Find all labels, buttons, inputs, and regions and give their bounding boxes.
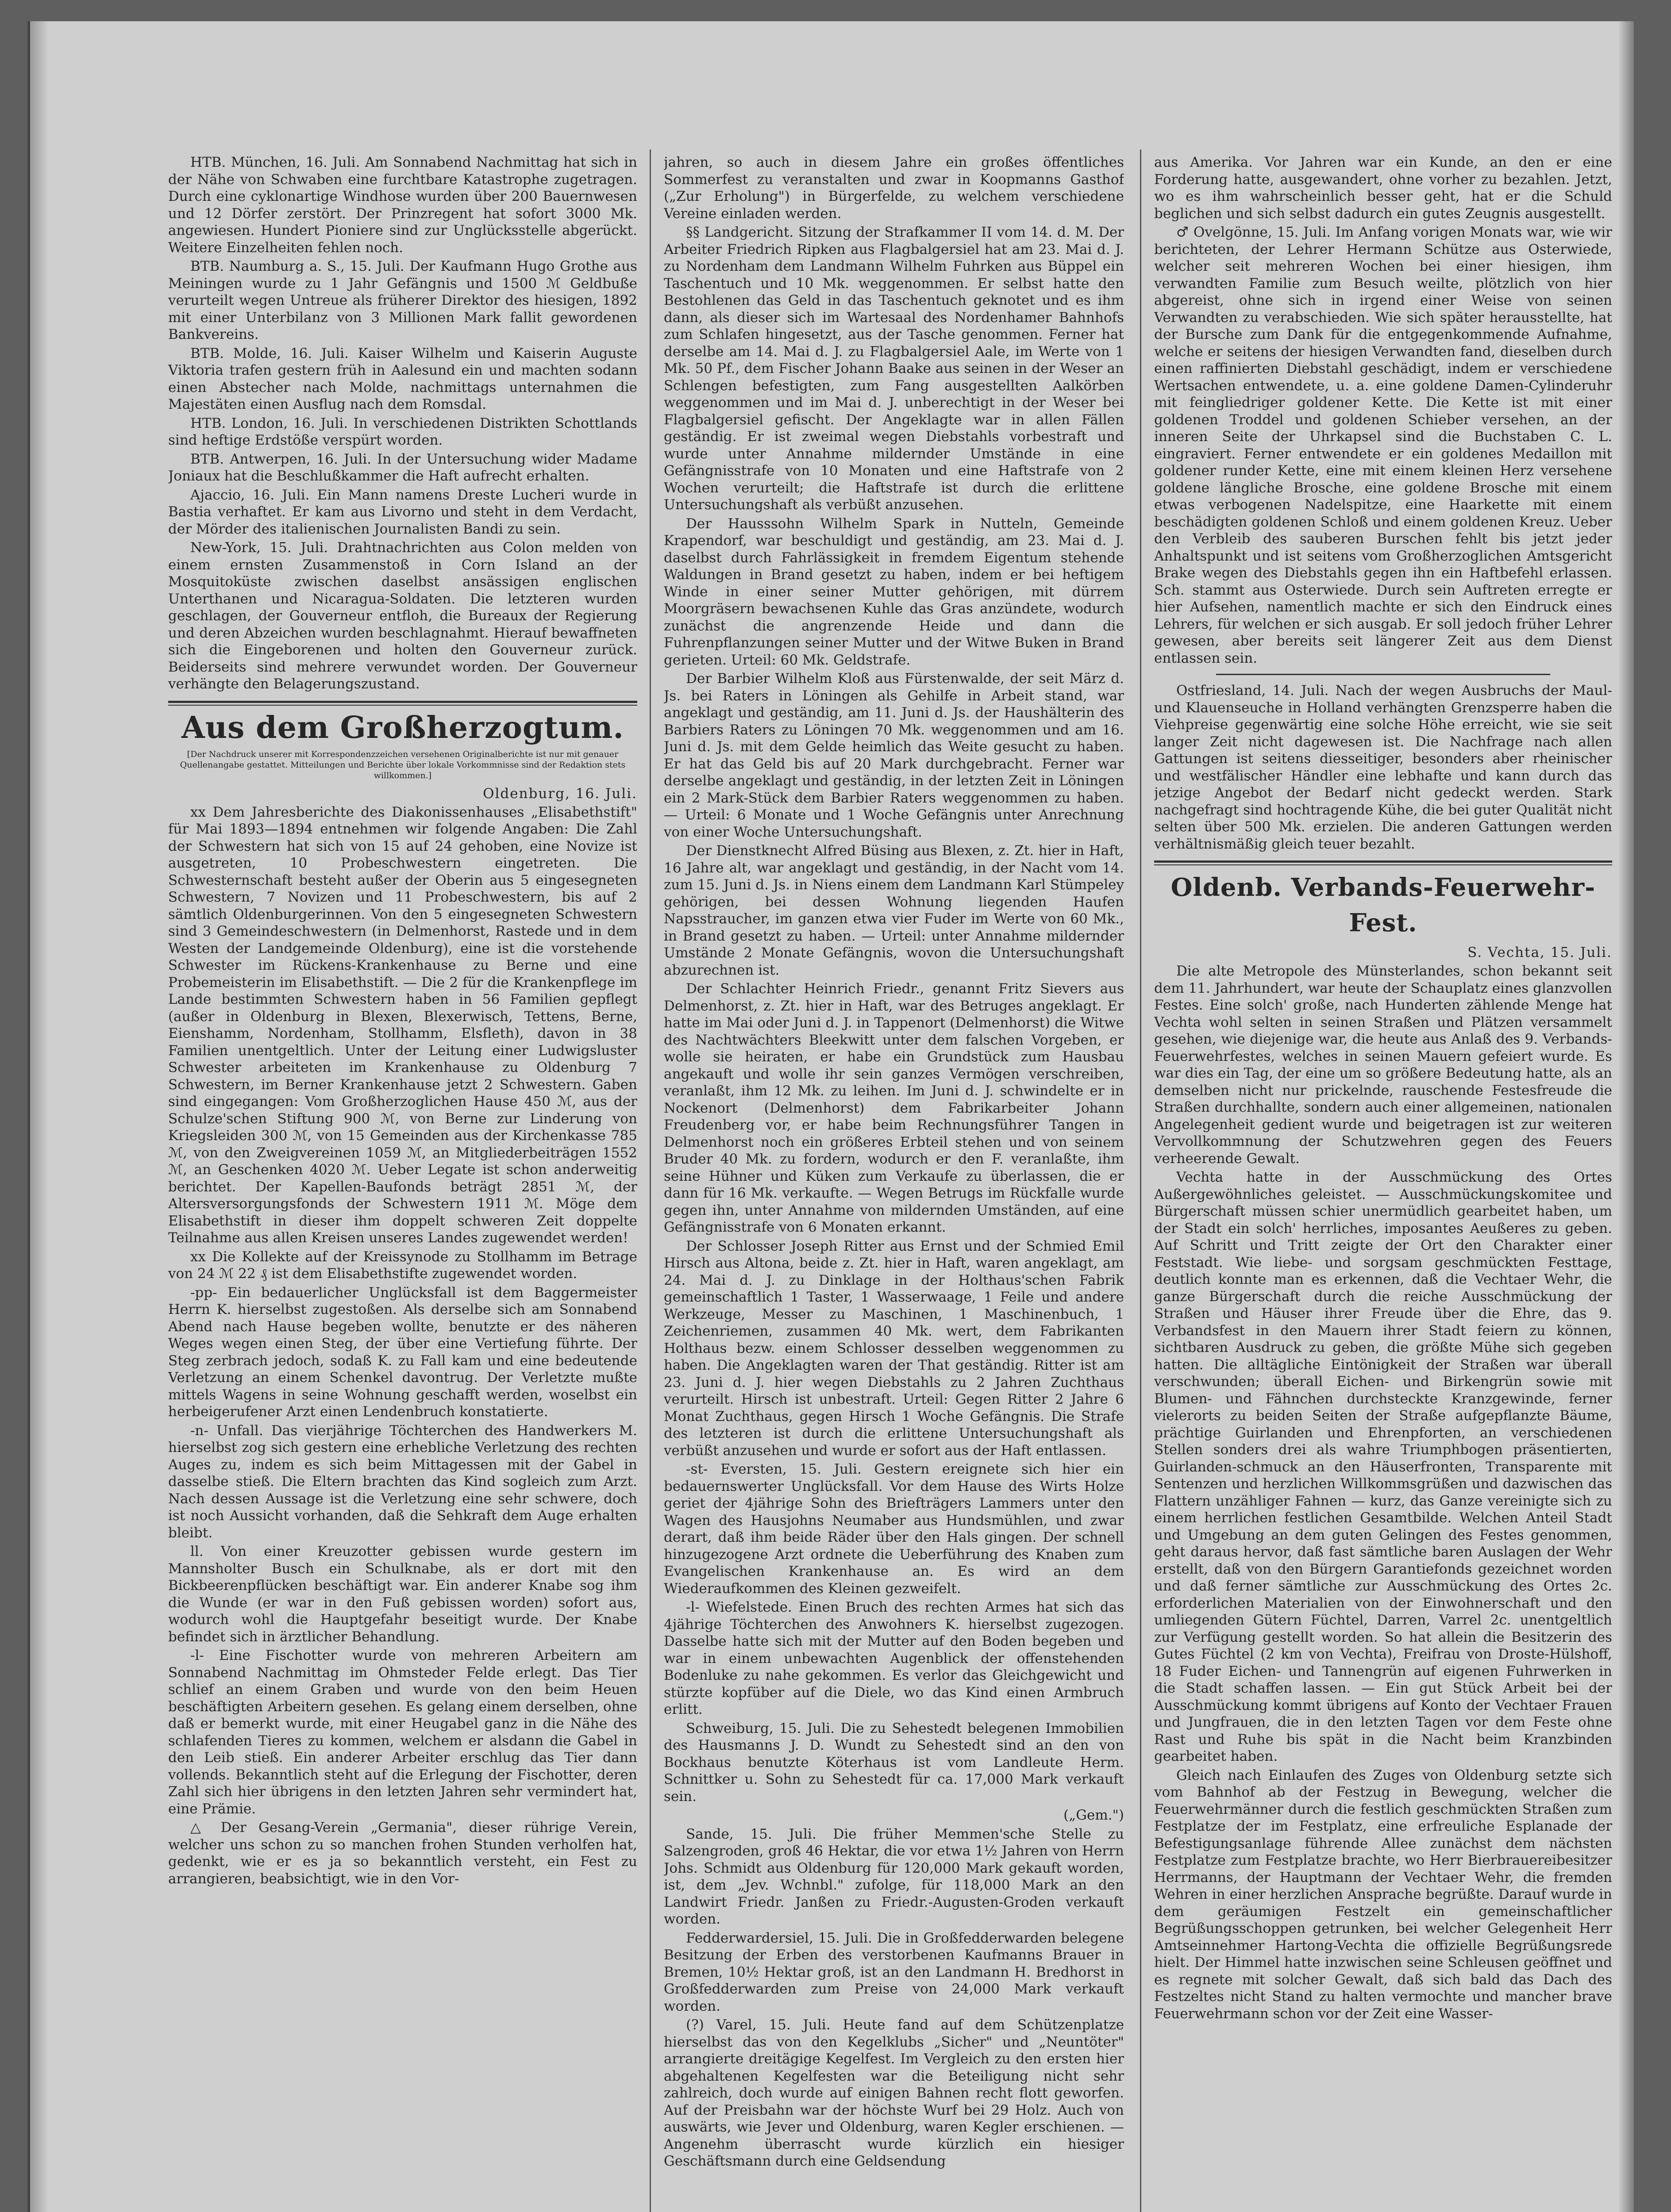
dateline: S. Vechta, 15. Juli.: [1467, 945, 1612, 960]
column-rule-1: [650, 150, 651, 2212]
news-item: -l- Wiefelstede. Einen Bruch des rechten Armes hat sich das 4jährige Töchterchen des Anwohners K. hierselbst zugezogen. Dasselbe hatte sich mit der Mutter auf den Boden begeben und war in einem unbewachten Augenblick der offenstehenden Bodenluke zu nahe gekommen. Es verlor das Gleichgewicht und stürzte kopfüber auf die Diele, wo das Kind einen Armbruch erlitt.: [664, 1599, 1124, 1717]
column-3: [1154, 154, 1612, 2212]
news-item: Der Hausssohn Wilhelm Spark in Nutteln, Gemeinde Krapendorf, war beschuldigt und geständig, am 23. Mai d. J. daselbst durch Fahrlässigkeit in fremdem Eigentum stehende Waldungen in Brand gesetzt zu haben, indem er bei heftigem Winde in einer seiner Mutter gehörigen, mit dürrem Moorgräsern bewachsenen Kuhle das Gras anzündete, wodurch zunächst die angrenzende Heide und dann die Fuhrenpflanzungen seiner Mutter und der Witwe Buken in Brand gerieten. Urteil: 60 Mk. Geldstrafe.: [664, 515, 1124, 668]
news-item: Fedderwardersiel, 15. Juli. Die in Großfedderwarden belegene Besitzung der Erben des verstorbenen Kaufmanns Brauer in Bremen, 10½ Hektar groß, ist an den Landmann H. Bredhorst in Großfedderwarden zum Preise von 24,000 Mark verkauft worden.: [664, 1930, 1124, 2014]
news-item: xx Die Kollekte auf der Kreissynode zu Stollhamm im Betrage von 24 ℳ 22 ₰ ist dem Elisabethstifte zugewendet worden.: [168, 1248, 637, 1282]
column-rule-2: [1140, 150, 1141, 2212]
news-item: Ajaccio, 16. Juli. Ein Mann namens Dreste Lucheri wurde in Bastia verhaftet. Er kam aus Livorno und steht in dem Verdacht, der Mörder des italienischen Journalisten Bandi zu sein.: [168, 487, 637, 537]
section-title: Aus dem Großherzogtum.: [181, 710, 624, 745]
news-item: Der Schlachter Heinrich Friedr., genannt Fritz Sievers aus Delmenhorst, z. Zt. hier in Haft, war des Betruges angeklagt. Er hatte im Mai oder Juni d. J. in Tappenort (Delmenhorst) die Witwe des Nachtwächters Bleekwitt unter dem falschen Vorgeben, er wolle sie heiraten, er habe ein Grundstück zum Hausbau angekauft und wolle ihr sein ganzes Vermögen verschreiben, veranlaßt, ihm 12 Mk. zu leihen. Im Juni d. J. schwindelte er in Nockenort (Delmenhorst) dem Fabrikarbeiter Johann Freudenberg vor, er habe beim Rechnungsführer Tangen in Delmenhorst noch ein größeres Erbteil stehen und von seinem Bruder 40 Mk. zu fordern, wodurch er den F. veranlaßte, ihm seine Hühner und Küken zum Verkaufe zu überlassen, die er dann für 16 Mk. verkaufte. — Wegen Betrugs im Rückfalle wurde gegen ihn, unter Annahme von mildernden Umständen, auf eine Gefängnisstrafe von 6 Monaten erkannt.: [664, 981, 1124, 1235]
news-item: Gleich nach Einlaufen des Zuges von Oldenburg setzte sich vom Bahnhof ab der Festzug in Bewegung, welcher die Feuerwehrmänner durch die festlich geschmückten Straßen zum Festplatze der im Festplatz, eine erfreuliche Esplanade der Befestigungsanlage führende Allee zunächst dem nächsten Festplatze zum Festplatze brachte, wo Herr Bierbrauereibesitzer Herrmanns, der Hauptmann der Vechtaer Wehr, die fremden Wehren in einer herzlichen Ansprache begrüßte. Darauf wurde in dem geräumigen Festzelt ein gemeinschaftlicher Begrüßungsschoppen getrunken, bei welcher Gelegenheit Herr Amtseinnehmer Hartong-Vechta die offizielle Begrüßungsrede hielt. Der Himmel hatte inzwischen seine Schleusen geöffnet und es regnete mit solcher Gewalt, daß sich bald das Dach des Festzeltes nicht Stand zu halten vermochte und mancher brave Feuerwehrmann schon vor der Zeit eine Wasser-: [1154, 1767, 1612, 2022]
item-divider: [1216, 674, 1550, 675]
news-item: HTB. München, 16. Juli. Am Sonnabend Nachmittag hat sich in der Nähe von Schwaben eine furchtbare Katastrophe zugetragen. Durch eine cyklonartige Windhose wurden über 200 Bauernwesen und 12 Dörfer zerstört. Der Prinzregent hat sofort 3000 Mk. angewiesen. Hundert Pioniere sind zur Unglücksstelle abgerückt. Weitere Einzelheiten fehlen noch.: [168, 154, 637, 256]
source-credit: („Gem."): [1063, 1807, 1124, 1823]
news-item: -l- Eine Fischotter wurde von mehreren Arbeitern am Sonnabend Nachmittag im Ohmsteder Felde erlegt. Das Tier schlief an einem Graben und wurde von den beim Heuen beschäftigten Arbeitern gesehen. Es gelang einem derselben, ohne daß er bemerkt wurde, mit einer Heugabel ganz in die Nähe des schlafenden Tieres zu kommen, welchem er alsdann die Gabel in den Leib stieß. Ein anderer Arbeiter erschlug das Tier dann vollends. Bekanntlich steht auf die Erlegung der Fischotter, deren Zahl sich hier übrigens in den letzten Jahren sehr vermindert hat, eine Prämie.: [168, 1647, 637, 1817]
news-item: Die alte Metropole des Münsterlandes, schon bekannt seit dem 11. Jahrhundert, war heute der Schauplatz eines glanzvollen Festes. Eine solch' große, nach Hunderten zählende Menge hat Vechta wohl selten in seinen Straßen und Plätzen versammelt gesehen, wie diejenige war, die heute aus Anlaß des 9. Verbands-Feuerwehrfestes, welches in seinen Mauern gefeiert wurde. Es war dies ein Tag, der eine um so größere Bedeutung hatte, als an demselben nicht nur prickelnde, rauschende Festesfreude die Straßen durchhallte, sondern auch einer allgemeinen, nationalen Angelegenheit gedient wurde und beigetragen ist zur weiteren Vervollkommnung der Schutzwehren gegen des Feuers verheerende Gewalt.: [1154, 963, 1612, 1167]
section-divider: [1154, 860, 1612, 865]
news-item: BTB. Molde, 16. Juli. Kaiser Wilhelm und Kaiserin Auguste Viktoria trafen gestern früh in Aalesund ein und machten sodann einen Abstecher nach Molde, nachmittags unternahmen die Majestäten einen Ausflug nach dem Romsdal.: [168, 345, 637, 412]
news-item: (?) Varel, 15. Juli. Heute fand auf dem Schützenplatze hierselbst das von den Kegelklubs „Sicher" und „Neuntöter" arrangierte dreitägige Kegelfest. Im Vergleich zu den ersten hier abgehaltenen Kegelfesten war die Beteiligung nicht sehr zahlreich, doch wurde auf einigen Bahnen recht flott geworfen. Auf der Preisbahn war der höchste Wurf bei 29 Holz. Auch von auswärts, wie Jever und Oldenburg, waren Kegler erschienen. — Angenehm überrascht wurde kürzlich ein hiesiger Geschäftsmann durch eine Geldsendung: [664, 2017, 1124, 2169]
news-item: BTB. Naumburg a. S., 15. Juli. Der Kaufmann Hugo Grothe aus Meiningen wurde zu 1 Jahr Gefängnis und 1500 ℳ Geldbuße verurteilt wegen Untreue als früherer Direktor des hiesigen, 1892 mit einer Unterbilanz von 3 Millionen Mark fallit gewordenen Bankvereins.: [168, 258, 637, 342]
news-item: -st- Eversten, 15. Juli. Gestern ereignete sich hier ein bedauernswerter Unglücksfall. Vor dem Hause des Wirts Holze geriet der 4jährige Sohn des Briefträgers Lammers unter den Wagen des Hausjohns Neumaber aus Hundsmühlen, und zwar derart, daß ihm beide Räder über den Hals gingen. Der schnell hinzugezogene Arzt ordnete die Ueberführung des Knaben zum Evangelischen Krankenhause an. Es wird an dem Wiederaufkommen des Kleinen gezweifelt.: [664, 1461, 1124, 1597]
news-item: ll. Von einer Kreuzotter gebissen wurde gestern im Mannsholter Busch ein Schulknabe, als er dort mit den Bickbeerenpflücken beschäftigt war. Ein anderer Knabe sog ihm die Wunde (er war in den Fuß gebissen worden) sofort aus, wodurch wohl die Hauptgefahr beseitigt wurde. Der Knabe befindet sich in ärztlicher Behandlung.: [168, 1544, 637, 1645]
news-item: △ Der Gesang-Verein „Germania", dieser rührige Verein, welcher uns schon zu so manchen frohen Stunden verholfen hat, gedenkt, wie er es ja so bekanntlich versteht, ein Fest zu arrangieren, beabsichtigt, wie in den Vor-: [168, 1820, 637, 1887]
news-item: ♂ Ovelgönne, 15. Juli. Im Anfang vorigen Monats war, wie wir berichteten, der Lehrer Hermann Schütze aus Osterwiede, welcher seit mehreren Wochen bei einer hiesigen, ihm verwandten Familie zum Besuch weilte, plötzlich von hier abgereist, ohne sich in irgend einer Weise von seinen Verwandten zu verabschieden. Wie sich später herausstellte, hat der Bursche zum Dank für die entgegenkommende Aufnahme, welche er seitens der hiesigen Verwandten fand, dieselben durch einen raffinierten Diebstahl geschädigt, indem er verschiedene Wertsachen entwendete, u. a. eine goldene Damen-Cylinderuhr mit feingliedriger goldener Kette. Die Kette ist mit einer goldenen Troddel und goldenen Schieber versehen, an der inneren Seite der Uhrkapsel sind die Buchstaben C. L. eingraviert. Ferner entwendete er ein goldenes Medaillon mit goldener runder Kette, eine mit einem kleinen Herz versehene goldene längliche Brosche, eine goldene Brosche mit einem etwas verbogenen Nadelspitze, eine Haarkette mit einem beschädigten goldenen Schloß und einem goldenen Kreuz. Ueber den Verbleib des sauberen Burschen fehlt bis jetzt jeder Anhaltspunkt und ist seitens vom Großherzoglichen Amtsgericht Brake wegen des Diebstahls gegen ihn ein Haftbefehl erlassen. Sch. stammt aus Osterwiede. Durch sein Auftreten erregte er hier Aufsehen, namentlich machte er sich den Eindruck eines Lehrers, für welchen er sich ausgab. Er soll jedoch früher Lehrer gewesen, aber bereits seit längerer Zeit aus dem Dienst entlassen sein.: [1154, 224, 1612, 666]
news-item: xx Dem Jahresberichte des Diakonissenhauses „Elisabethstift" für Mai 1893—1894 entnehmen wir folgende Angaben: Die Zahl der Schwestern hat sich von 15 auf 24 gehoben, eine Novize ist ausgetreten, 10 Probeschwestern eingetreten. Die Schwesternschaft besteht außer der Oberin aus 5 eingesegneten Schwestern, 7 Novizen und 11 Probeschwestern, bis auf 2 sämtlich Oldenburgerinnen. Von den 5 eingesegneten Schwestern sind 3 Gemeindeschwestern (in Delmenhorst, Rastede und in dem Westen der Landgemeinde Oldenburg), eine ist die vorstehende Schwester im Rückens-Krankenhause zu Berne und eine Probemeisterin im Elisabethstift. — Die 2 für die Krankenpflege im Lande bestimmten Schwestern haben in 56 Familien gepflegt (außer in Oldenburg in Blexen, Blexerwisch, Tettens, Berne, Eienshamm, Nordenham, Stollhamm, Elsfleth), davon in 38 Familien unentgeltlich. Unter der Leitung einer Ludwigsluster Schwester arbeiteten im Krankenhause zu Oldenburg 7 Schwestern, im Berner Krankenhause jetzt 2 Schwestern. Gaben sind eingegangen: Vom Großherzoglichen Hause 450 ℳ, aus der Schulze'schen Stiftung 900 ℳ, von Berne zur Linderung von Kriegsleiden 300 ℳ, von 15 Gemeinden aus der Kirchenkasse 785 ℳ, von den Zweigvereinen 1059 ℳ, an Mitgliederbeiträgen 1552 ℳ, an Geschenken 4020 ℳ. Ueber Legate ist schon anderweitig berichtet. Der Kapellen-Baufonds beträgt 2851 ℳ, der Altersversorgungsfonds der Schwestern 1911 ℳ. Möge dem Elisabethstift in dieser ihm doppelt schweren Zeit doppelte Teilnahme aus allen Kreisen unseres Landes zugewendet werden!: [168, 804, 637, 1246]
news-item: Der Schlosser Joseph Ritter aus Ernst und der Schmied Emil Hirsch aus Altona, beide z. Zt. hier in Haft, waren angeklagt, am 24. Mai d. J. zu Dinklage in der Holthaus'schen Fabrik gemeinschaftlich 1 Taster, 1 Wasserwaage, 1 Feile und andere Werkzeuge, Messer zu Maschinen, 1 Maschinenbuch, 1 Zeichenriemen, zusammen 40 Mk. wert, dem Fabrikanten Holthaus bezw. einem Schlosser desselben weggenommen zu haben. Die Angeklagten waren der That geständig. Ritter ist am 23. Juni d. J. hier wegen Diebstahls zu 2 Jahren Zuchthaus verurteilt. Hirsch ist unbestraft. Urteil: Gegen Ritter 2 Jahre 6 Monat Zuchthaus, gegen Hirsch 1 Woche Gefängnis. Die Strafe des letzteren ist durch die erlittene Untersuchungshaft als verbüßt anzusehen und wurde er sofort aus der Haft entlassen.: [664, 1238, 1124, 1459]
column-1: [168, 154, 637, 2212]
news-item: Der Dienstknecht Alfred Büsing aus Blexen, z. Zt. hier in Haft, 16 Jahre alt, war angeklagt und geständig, in der Nacht vom 14. zum 15. Juni d. Js. in Niens einem dem Landmann Karl Stümpeley gehörigen, bei dessen Wohnung liegenden Haufen Napsstraucher, im ganzen etwa vier Fuder im Werte von 60 Mk., in Brand gesetzt zu haben. — Urteil: unter Annahme mildernder Umstände 2 Monate Gefängnis, wovon die Untersuchungshaft abzurechnen ist.: [664, 843, 1124, 978]
column-2: [664, 154, 1124, 2212]
news-item: Der Barbier Wilhelm Kloß aus Fürstenwalde, der seit März d. Js. bei Raters in Löningen als Gehilfe in Arbeit stand, war angeklagt und geständig, am 11. Juni d. Js. der Haushälterin des Barbiers Raters zu Löningen 70 Mk. weggenommen und am 16. Juni d. Js. mit dem Gelde heimlich das Weite gesucht zu haben. Er hat das Geld bis auf 20 Mark durchgebracht. Ferner war derselbe angeklagt und geständig, in der letzten Zeit in Löningen ein 2 Mark-Stück dem Barbier Raters weggenommen zu haben. — Urteil: 6 Monate und 1 Woche Gefängnis unter Anrechnung von einer Woche Untersuchungshaft.: [664, 671, 1124, 840]
news-item: §§ Landgericht. Sitzung der Strafkammer II vom 14. d. M. Der Arbeiter Friedrich Ripken aus Flagbalgersiel hat am 23. Mai d. J. zu Nordenham dem Landmann Wilhelm Fuhrken aus Büppel ein Taschentuch und 10 Mk. weggenommen. Er selbst hatte den Bestohlenen das Geld in das Taschentuch geknotet und es ihm dann, als dieser sich im Wartesaal des Nordenhamer Bahnhofs zum Schlafen hingesetzt, aus der Tasche genommen. Ferner hat derselbe am 14. Mai d. J. zu Flagbalgersiel Aale, im Werte von 1 Mk. 50 Pf., dem Fischer Johann Baake aus seinen in der Weser an Schlengen befestigten, zum Fang ausgestellten Aalkörben weggenommen und im Mai d. J. unberechtigt in der Weser bei Flagbalgersiel gefischt. Der Angeklagte war in allen Fällen geständig. Er ist zweimal wegen Diebstahls vorbestraft und wurde unter Annahme mildernder Umstände in eine Gefängnisstrafe von 10 Monaten und eine Haftstrafe von 2 Wochen verurteilt; die Haftstrafe ist durch die erlittene Untersuchungshaft als verbüßt anzusehen.: [664, 224, 1124, 513]
news-item: jahren, so auch in diesem Jahre ein großes öffentliches Sommerfest zu veranstalten und zwar in Koopmanns Gasthof („Zur Erholung") in Bürgerfelde, zu welchem verschiedene Vereine einladen werden.: [664, 154, 1124, 222]
news-item: Sande, 15. Juli. Die früher Memmen'sche Stelle zu Salzengroden, groß 46 Hektar, die vor etwa 1½ Jahren von Herrn Johs. Schmidt aus Oldenburg für 120,000 Mark gekauft worden, ist, dem „Jev. Wchnbl." zufolge, für 118,000 Mark an den Landwirt Friedr. Janßen zu Friedr.-Augusten-Groden verkauft worden.: [664, 1826, 1124, 1927]
news-item: BTB. Antwerpen, 16. Juli. In der Untersuchung wider Madame Joniaux hat die Beschlußkammer die Haft aufrecht erhalten.: [168, 451, 637, 484]
page-binding-shadow: [30, 21, 49, 2212]
news-item: Schweiburg, 15. Juli. Die zu Sehestedt belegenen Immobilien des Hausmanns J. D. Wundt zu Sehestedt sind an den von Bockhaus benutzte Köterhaus ist vom Landleute Herm. Schnittker u. Sohn zu Sehestedt für ca. 17,000 Mark verkauft sein.: [664, 1720, 1124, 1805]
section-note: [Der Nachdruck unserer mit Korrespondenzzeichen versehenen Originalberichte ist nur mit genauer Quellenangabe gestattet. Mitteilungen und Berichte über lokale Vorkommnisse sind der Redaktion stets willkommen.]: [180, 749, 626, 780]
news-item: New-York, 15. Juli. Drahtnachrichten aus Colon melden von einem ernsten Zusammenstoß in Corn Island an der Mosquitoküste zwischen daselbst ansässigen englischen Unterthanen und Nicaragua-Soldaten. Die letzteren wurden geschlagen, der Gouverneur entfloh, die Bureaux der Regierung und deren Abzeichen wurden beschlagnahmt. Hierauf bewaffneten sich die Eingeborenen und holten den Gouverneur zurück. Beiderseits sind mehrere verwundet worden. Der Gouverneur verhängte den Belagerungszustand.: [168, 540, 637, 692]
news-item: -n- Unfall. Das vierjährige Töchterchen des Handwerkers M. hierselbst zog sich gestern eine erhebliche Verletzung des rechten Auges zu, indem es sich beim Mittagessen mit der Gabel in dasselbe stieß. Die Eltern brachten das Kind sogleich zum Arzt. Nach dessen Aussage ist die Verletzung eine sehr schwere, doch ist noch Aussicht vorhanden, daß die Sehkraft dem Auge erhalten bleibt.: [168, 1422, 637, 1541]
section-title: Oldenb. Verbands-Feuerwehr-Fest.: [1170, 873, 1596, 937]
dateline: Oldenburg, 16. Juli.: [483, 785, 637, 802]
news-item: -pp- Ein bedauerlicher Unglücksfall ist dem Baggermeister Herrn K. hierselbst zugestoßen. Als derselbe sich am Sonnabend Abend nach Hause begeben wollte, benutzte er des näheren Weges wegen einen Steg, der über eine Vertiefung führte. Der Steg zerbrach jedoch, sodaß K. zu Fall kam und eine bedeutende Verletzung an einem Schenkel davontrug. Der Verletzte mußte mittels Wagens in seine Wohnung geschafft werden, woselbst ein herbeigerufener Arzt einen Lendenbruch konstatierte.: [168, 1284, 637, 1420]
section-divider: [168, 701, 637, 706]
news-item: aus Amerika. Vor Jahren war ein Kunde, an den er eine Forderung hatte, ausgewandert, ohne vorher zu bezahlen. Jetzt, wo es ihm wahrscheinlich besser geht, hat er die Schuld beglichen und sich selbst dadurch ein gutes Zeugnis ausgestellt.: [1154, 154, 1612, 222]
news-item: Ostfriesland, 14. Juli. Nach der wegen Ausbruchs der Maul- und Klauenseuche in Holland verhängten Grenzsperre haben die Viehpreise gegenwärtig eine solche Höhe erreicht, wie sie seit langer Zeit nicht dagewesen ist. Die Nachfrage nach allen Gattungen ist seitens diesseitiger, besonders aber rheinischer und westfälischer Händler eine lebhafte und kann durch das jetzige Angebot der Bedarf nicht gedeckt werden. Stark nachgefragt sind hochtragende Kühe, die bei guter Qualität nicht selten über 500 Mk. erzielen. Die anderen Gattungen werden verhältnismäßig gleich teuer bezahlt.: [1154, 683, 1612, 852]
page-spine-shadow: [1618, 21, 1634, 2212]
newspaper-page: [27, 21, 1634, 2212]
news-item: HTB. London, 16. Juli. In verschiedenen Distrikten Schottlands sind heftige Erdstöße verspürt worden.: [168, 415, 637, 448]
news-item: Vechta hatte in der Ausschmückung des Ortes Außergewöhnliches geleistet. — Ausschmückungskomitee und Bürgerschaft müssen schier unermüdlich gearbeitet haben, um der Stadt ein solch' herrliches, imposantes Aeußeres zu geben. Auf Schritt und Tritt zeigte der Ort den Charakter einer Feststadt. Wie liebe- und sorgsam geschmückten Festtage, deutlich konnte man es erkennen, daß die Vechtaer Wehr, die ganze Bürgerschaft durch die reiche Ausschmückung der Straßen und Häuser ihrer Freude über die Ehre, das 9. Verbandsfest in den Mauern ihrer Stadt feiern zu können, sichtbaren Ausdruck zu geben, die größte Mühe sich gegeben hatten. Die alltägliche Eintönigkeit der Straßen war überall verschwunden; überall Eichen- und Birkengrün sowie mit Blumen- und Fähnchen durchsteckte Kranzgewinde, ferner vielerorts zu beiden Seiten der Straße aufgepflanzte Bäume, prächtige Guirlanden und Ehrenpforten, an verschiedenen Stellen sonders drei als wahre Triumphbogen präsentierten, Guirlanden-schmuck an den Häuserfronten, Transparente mit Sentenzen und herzlichen Willkommsgrüßen und dazwischen das Flattern unzähliger Fahnen — kurz, das Ganze vereinigte sich zu einem herrlichen festlichen Gesamtbilde. Welchen Anteil Stadt und Umgebung an dem guten Gelingen des Festes genommen, geht daraus hervor, daß fast sämtliche baren Auslagen der Wehr erstellt, daß von den Bürgern Garantiefonds gezeichnet worden und daß ferner sämtliche zur Ausschmückung des Ortes 2c. erforderlichen Materialien von der Einwohnerschaft und den umliegenden Gütern Füchtel, Darren, Varrel 2c. unentgeltlich zur Verfügung gestellt worden. So hat allein die Besitzerin des Gutes Füchtel (2 km von Vechta), Freifrau von Droste-Hülshoff, 18 Fuder Eichen- und Tannengrün auf eigenen Fuhrwerken in die Stadt schaffen lassen. — Ein gut Stück Arbeit bei der Ausschmückung kommt übrigens auf Konto der Vechtaer Frauen und Jungfrauen, die in den letzten Tagen vor dem Feste ohne Rast und Ruhe bis spät in die Nacht beim Kranzbinden gearbeitet haben.: [1154, 1169, 1612, 1764]
